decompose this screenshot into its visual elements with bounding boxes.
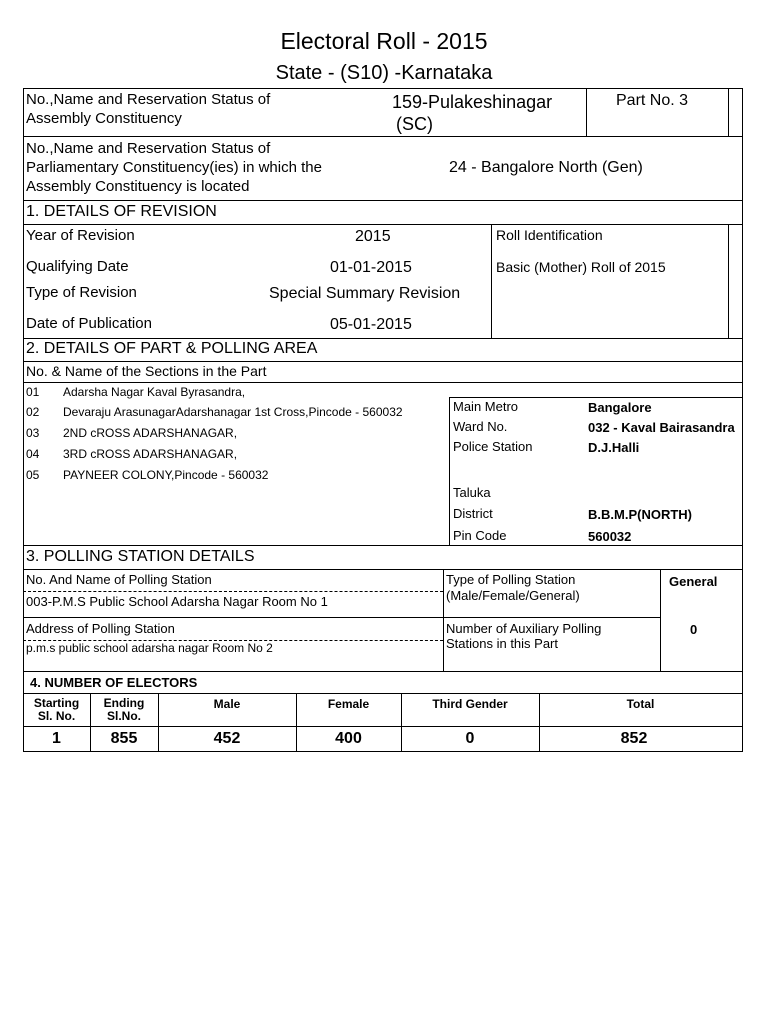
roll-id-label: Roll Identification bbox=[496, 227, 603, 243]
section-name: PAYNEER COLONY,Pincode - 560032 bbox=[63, 468, 269, 482]
section-number: 04 bbox=[26, 447, 40, 461]
document-title: Electoral Roll - 2015 bbox=[280, 28, 488, 54]
qualifying-label: Qualifying Date bbox=[26, 258, 129, 275]
year-label: Year of Revision bbox=[26, 227, 135, 244]
col-header-end-line2: Sl.No. bbox=[106, 709, 141, 723]
district-label: District bbox=[453, 506, 493, 521]
parliamentary-label-line3: Assembly Constituency is located bbox=[26, 178, 250, 195]
polling-address-value: p.m.s public school adarsha nagar Room No 2 bbox=[26, 641, 273, 655]
polling-heading: 3. POLLING STATION DETAILS bbox=[26, 548, 255, 565]
year-value: 2015 bbox=[355, 228, 391, 245]
col-header-start-line2: Sl. No. bbox=[37, 709, 76, 723]
value-male: 452 bbox=[213, 730, 241, 747]
aux-stations-value: 0 bbox=[690, 622, 698, 637]
sections-label: No. & Name of the Sections in the Part bbox=[26, 363, 267, 379]
section-name: 2ND cROSS ADARSHANAGAR, bbox=[63, 426, 238, 440]
section-number: 01 bbox=[26, 385, 40, 399]
assembly-value-line2: (SC) bbox=[396, 114, 433, 134]
value-start: 1 bbox=[52, 730, 61, 747]
polling-station-name-label: No. And Name of Polling Station bbox=[26, 572, 212, 587]
electors-heading: 4. NUMBER OF ELECTORS bbox=[30, 675, 198, 690]
district-value: B.B.M.P(NORTH) bbox=[588, 507, 692, 522]
type-label: Type of Revision bbox=[26, 284, 137, 301]
police-station-label: Police Station bbox=[453, 439, 533, 454]
taluka-label: Taluka bbox=[453, 485, 491, 500]
value-third-gender: 0 bbox=[465, 730, 475, 747]
part-heading: 2. DETAILS OF PART & POLLING AREA bbox=[26, 340, 318, 357]
col-header-male: Male bbox=[213, 697, 241, 711]
pin-code-label: Pin Code bbox=[453, 528, 507, 543]
aux-stations-label-line2: Stations in this Part bbox=[446, 636, 558, 651]
value-end: 855 bbox=[110, 730, 138, 747]
ward-label: Ward No. bbox=[453, 419, 508, 434]
polling-station-name-value: 003-P.M.S Public School Adarsha Nagar Room No 1 bbox=[26, 594, 328, 609]
polling-address-label: Address of Polling Station bbox=[26, 621, 175, 636]
col-header-end-line1: Ending bbox=[103, 696, 145, 710]
col-header-start bbox=[23, 697, 90, 723]
publication-value: 05-01-2015 bbox=[330, 316, 412, 333]
main-metro-value: Bangalore bbox=[588, 400, 652, 415]
publication-label: Date of Publication bbox=[26, 315, 152, 332]
col-header-total: Total bbox=[626, 697, 655, 711]
parliamentary-label-line2: Parliamentary Constituency(ies) in which the bbox=[26, 159, 322, 176]
section-name: Devaraju ArasunagarAdarshanagar 1st Cross,Pincode - 560032 bbox=[63, 405, 403, 419]
police-station-value: D.J.Halli bbox=[588, 440, 640, 455]
ward-value: 032 - Kaval Bairasandra bbox=[588, 420, 735, 435]
col-header-end bbox=[90, 697, 158, 723]
assembly-label-line2: Assembly Constituency bbox=[26, 110, 182, 127]
roll-id-value: Basic (Mother) Roll of 2015 bbox=[496, 259, 666, 275]
section-number: 03 bbox=[26, 426, 40, 440]
revision-heading: 1. DETAILS OF REVISION bbox=[26, 203, 217, 220]
section-number: 05 bbox=[26, 468, 40, 482]
polling-type-label-line2: (Male/Female/General) bbox=[446, 588, 580, 603]
pin-code-value: 560032 bbox=[588, 529, 632, 544]
state-title: State - (S10) -Karnataka bbox=[275, 62, 493, 84]
value-total: 852 bbox=[620, 730, 648, 747]
part-number: Part No. 3 bbox=[616, 92, 689, 109]
polling-type-label-line1: Type of Polling Station bbox=[446, 572, 576, 587]
type-value: Special Summary Revision bbox=[269, 285, 461, 302]
main-metro-label: Main Metro bbox=[453, 399, 519, 414]
section-name: 3RD cROSS ADARSHANAGAR, bbox=[63, 447, 238, 461]
col-header-start-line1: Starting bbox=[33, 696, 80, 710]
parliamentary-value: 24 - Bangalore North (Gen) bbox=[449, 159, 643, 176]
polling-type-value: General bbox=[669, 574, 718, 589]
section-name: Adarsha Nagar Kaval Byrasandra, bbox=[63, 385, 246, 399]
qualifying-value: 01-01-2015 bbox=[330, 259, 412, 276]
assembly-value-line1: 159-Pulakeshinagar bbox=[392, 92, 553, 112]
col-header-female: Female bbox=[327, 697, 370, 711]
section-number: 02 bbox=[26, 405, 40, 419]
aux-stations-label-line1: Number of Auxiliary Polling bbox=[446, 621, 602, 636]
parliamentary-label-line1: No.,Name and Reservation Status of bbox=[26, 140, 271, 157]
col-header-third-gender: Third Gender bbox=[432, 697, 508, 711]
value-female: 400 bbox=[335, 730, 362, 747]
assembly-label-line1: No.,Name and Reservation Status of bbox=[26, 91, 271, 108]
